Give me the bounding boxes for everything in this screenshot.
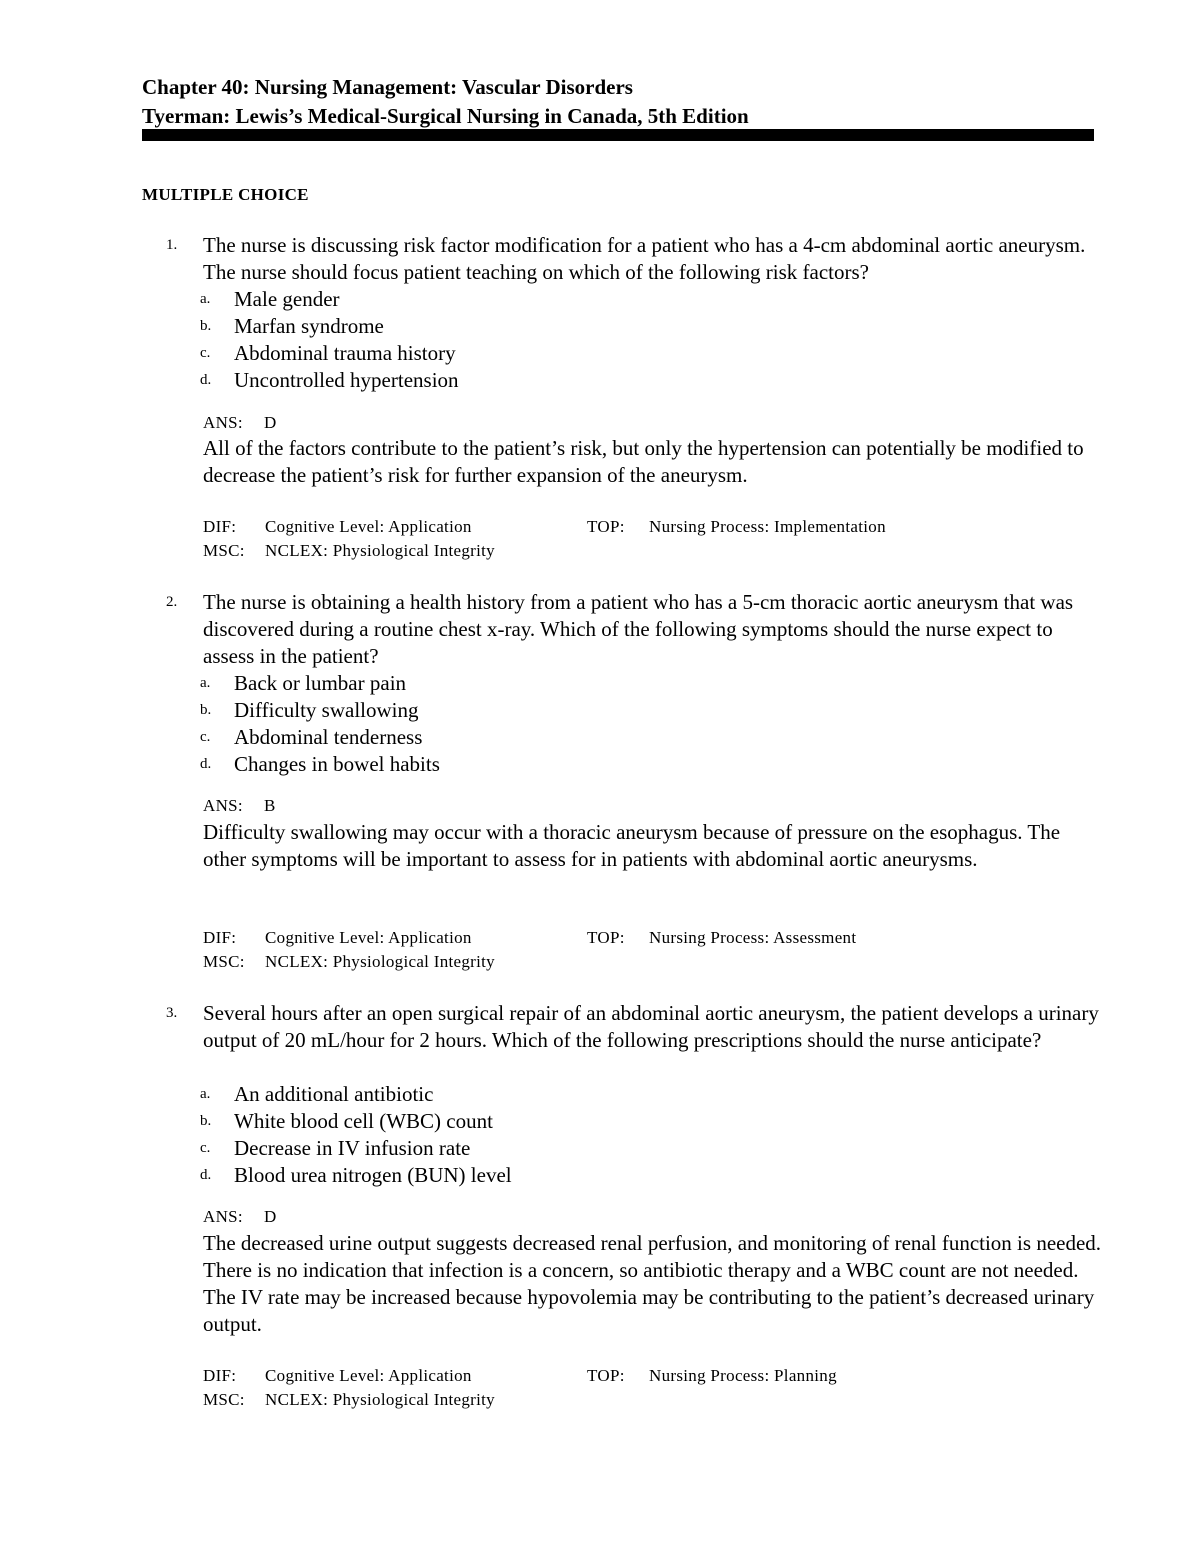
dif-value: Cognitive Level: Application	[265, 928, 472, 947]
option-text: Male gender	[234, 287, 340, 311]
option-letter: c.	[200, 345, 211, 361]
option-letter: b.	[200, 1113, 212, 1129]
dif-label: DIF:	[203, 1366, 237, 1385]
question-number: 3.	[166, 1005, 178, 1021]
option-a	[0, 670, 1200, 697]
option-text: White blood cell (WBC) count	[234, 1109, 493, 1133]
option-c	[0, 724, 1200, 751]
option-a	[0, 1081, 1200, 1108]
answer-label: ANS:	[203, 796, 243, 815]
meta-row-1	[203, 926, 1103, 950]
top-value: Nursing Process: Assessment	[649, 928, 857, 947]
option-text: Abdominal trauma history	[234, 341, 456, 365]
option-letter: a.	[200, 291, 211, 307]
option-letter: d.	[200, 756, 212, 772]
msc-label: MSC:	[203, 541, 245, 560]
option-d	[0, 751, 1200, 778]
option-letter: c.	[200, 729, 211, 745]
question-stem: Several hours after an open surgical repair of an abdominal aortic aneurysm, the patient develops a urinary output of 20 mL/hour for 2 hours. Which of the following prescriptions should the nurse anticipate?	[203, 1001, 1099, 1052]
option-text: Blood urea nitrogen (BUN) level	[234, 1163, 512, 1187]
top-label: TOP:	[587, 1366, 625, 1385]
dif-value: Cognitive Level: Application	[265, 1366, 472, 1385]
meta-row-2	[203, 539, 1103, 563]
chapter-title: Chapter 40: Nursing Management: Vascular Disorders	[142, 75, 633, 99]
option-letter: a.	[200, 675, 211, 691]
meta-row-2	[203, 1388, 1103, 1412]
msc-value: NCLEX: Physiological Integrity	[265, 952, 495, 971]
top-value: Nursing Process: Implementation	[649, 517, 886, 536]
option-d	[0, 367, 1200, 394]
option-b	[0, 1108, 1200, 1135]
dif-label: DIF:	[203, 928, 237, 947]
top-value: Nursing Process: Planning	[649, 1366, 837, 1385]
dif-label: DIF:	[203, 517, 237, 536]
msc-label: MSC:	[203, 952, 245, 971]
option-text: Decrease in IV infusion rate	[234, 1136, 471, 1160]
book-title: Tyerman: Lewis’s Medical-Surgical Nursing in Canada, 5th Edition	[142, 104, 749, 128]
option-d	[0, 1162, 1200, 1189]
answer-value: D	[264, 413, 277, 432]
option-c	[0, 1135, 1200, 1162]
answer-key	[203, 795, 276, 817]
msc-value: NCLEX: Physiological Integrity	[265, 1390, 495, 1409]
option-text: Difficulty swallowing	[234, 698, 419, 722]
rationale: Difficulty swallowing may occur with a thoracic aneurysm because of pressure on the esophagus. The other symptoms will be important to assess for in patients with abdominal aortic aneurysms.	[203, 820, 1061, 871]
option-text: Changes in bowel habits	[234, 752, 440, 776]
option-c	[0, 340, 1200, 367]
option-text: Abdominal tenderness	[234, 725, 423, 749]
msc-value: NCLEX: Physiological Integrity	[265, 541, 495, 560]
meta-row-1	[203, 515, 1103, 539]
meta-row-2	[203, 950, 1103, 974]
answer-key	[203, 1206, 277, 1228]
question-stem: The nurse is discussing risk factor modification for a patient who has a 4-cm abdominal aortic aneurysm. The nurse should focus patient teaching on which of the following risk factors?	[203, 233, 1086, 284]
answer-label: ANS:	[203, 413, 243, 432]
option-a	[0, 286, 1200, 313]
option-b	[0, 313, 1200, 340]
option-letter: b.	[200, 702, 212, 718]
answer-value: B	[264, 796, 276, 815]
question-number: 2.	[166, 594, 178, 610]
msc-label: MSC:	[203, 1390, 245, 1409]
option-text: Uncontrolled hypertension	[234, 368, 459, 392]
answer-key	[203, 412, 277, 434]
option-b	[0, 697, 1200, 724]
section-heading: MULTIPLE CHOICE	[142, 185, 309, 204]
option-letter: a.	[200, 1086, 211, 1102]
header-rule	[142, 129, 1094, 141]
answer-label: ANS:	[203, 1207, 243, 1226]
rationale: All of the factors contribute to the patient’s risk, but only the hypertension can potentially be modified to decrease the patient’s risk for further expansion of the aneurysm.	[203, 436, 1084, 487]
option-letter: b.	[200, 318, 212, 334]
option-text: Back or lumbar pain	[234, 671, 407, 695]
question-stem: The nurse is obtaining a health history from a patient who has a 5-cm thoracic aortic aneurysm that was discovered during a routine chest x-ray. Which of the following symptoms should the nurse expect to assess in the patient?	[203, 590, 1074, 668]
option-text: An additional antibiotic	[234, 1082, 434, 1106]
option-letter: d.	[200, 1167, 212, 1183]
answer-value: D	[264, 1207, 277, 1226]
meta-row-1	[203, 1364, 1103, 1388]
top-label: TOP:	[587, 517, 625, 536]
rationale: The decreased urine output suggests decreased renal perfusion, and monitoring of renal function is needed. There is no indication that infection is a concern, so antibiotic therapy and a WBC count are not needed. The IV rate may be increased because hypovolemia may be contributing to the patient’s decreased urinary output.	[203, 1231, 1102, 1336]
dif-value: Cognitive Level: Application	[265, 517, 472, 536]
question-number: 1.	[166, 237, 178, 253]
option-text: Marfan syndrome	[234, 314, 384, 338]
top-label: TOP:	[587, 928, 625, 947]
option-letter: d.	[200, 372, 212, 388]
option-letter: c.	[200, 1140, 211, 1156]
